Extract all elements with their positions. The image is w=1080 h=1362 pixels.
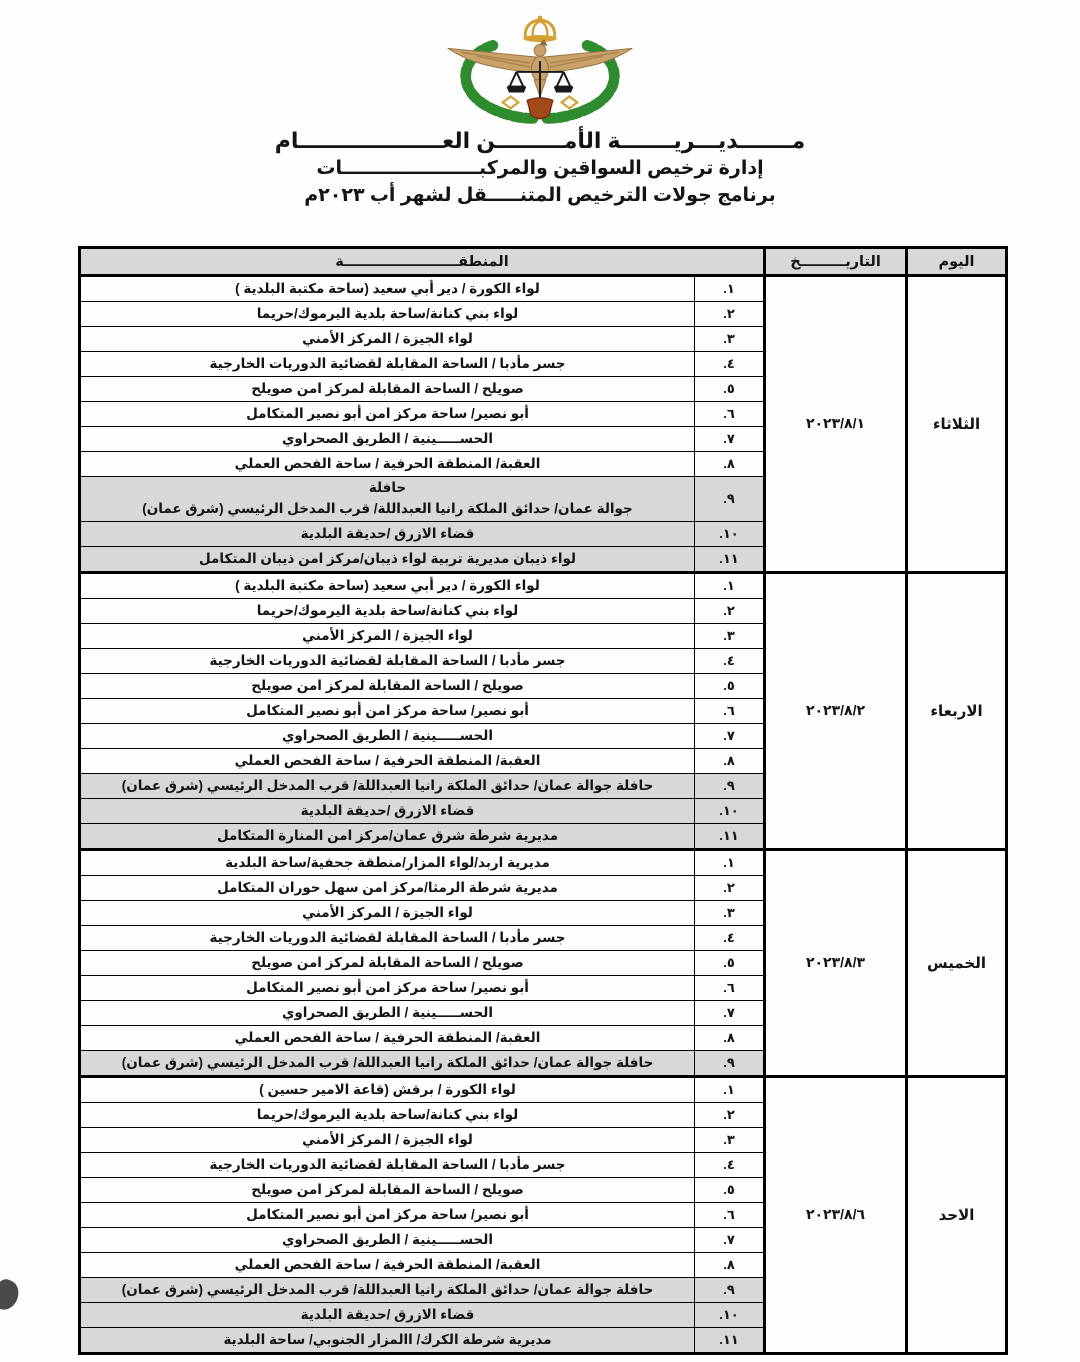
region-cell: جسر مأدبا / الساحة المقابلة لقضائية الدوريات الخارجية	[80, 1152, 695, 1177]
public-security-directorate-emblem-icon	[432, 12, 648, 124]
row-number-cell: ٤.	[695, 648, 765, 673]
date-cell: ٢٠٢٣/٨/٦	[765, 1076, 907, 1353]
region-cell: أبو نصير/ ساحة مركز امن أبو نصير المتكامل	[80, 698, 695, 723]
row-number-cell: ٧.	[695, 1000, 765, 1025]
schedule-row	[80, 572, 1007, 598]
row-number-cell: ٢.	[695, 302, 765, 327]
licensing-tours-schedule-table	[78, 246, 1008, 1355]
row-number-cell: ٣.	[695, 623, 765, 648]
row-number-cell: ٦.	[695, 402, 765, 427]
schedule-row	[80, 1076, 1007, 1102]
table-header-row	[80, 248, 1007, 276]
day-cell: الثلاثاء	[907, 276, 1007, 573]
region-cell: أبو نصير/ ساحة مركز امن أبو نصير المتكامل	[80, 402, 695, 427]
row-number-cell: ٥.	[695, 1177, 765, 1202]
org-department: إدارة ترخيص السواقين والمركبـــــــــــــــــــــات	[316, 158, 764, 179]
region-cell: حافلة جوالة عمان/ حدائق الملكة رانيا العبداللة/ قرب المدخل الرئيسي (شرق عمان)	[80, 477, 695, 522]
row-number-cell: ٣.	[695, 327, 765, 352]
row-number-cell: ٩.	[695, 1277, 765, 1302]
row-number-cell: ٤.	[695, 1152, 765, 1177]
row-number-cell: ١٠.	[695, 798, 765, 823]
row-number-cell: ٨.	[695, 1025, 765, 1050]
row-number-cell: ٤.	[695, 352, 765, 377]
letterhead	[0, 0, 1080, 210]
row-number-cell: ٩.	[695, 1050, 765, 1076]
region-cell: لواء الكورة / دير أبي سعيد (ساحة مكتبة البلدية )	[80, 572, 695, 598]
region-cell: الحســـــينية / الطريق الصحراوي	[80, 1000, 695, 1025]
row-number-cell: ١.	[695, 849, 765, 875]
row-number-cell: ٦.	[695, 1202, 765, 1227]
region-cell: الحســـــينية / الطريق الصحراوي	[80, 427, 695, 452]
region-cell: مديرية شرطة شرق عمان/مركز امن المنارة المتكامل	[80, 823, 695, 849]
date-cell: ٢٠٢٣/٨/٢	[765, 572, 907, 849]
region-cell: صويلح / الساحة المقابلة لمركز امن صويلح	[80, 377, 695, 402]
region-cell: قضاء الازرق /حديقة البلدية	[80, 798, 695, 823]
region-cell: قضاء الازرق /حديقة البلدية	[80, 521, 695, 546]
scan-artifact	[0, 1276, 23, 1313]
row-number-cell: ٤.	[695, 925, 765, 950]
row-number-cell: ٦.	[695, 975, 765, 1000]
region-cell: لواء الجيزة / المركز الأمني	[80, 327, 695, 352]
row-number-cell: ٢.	[695, 875, 765, 900]
date-cell: ٢٠٢٣/٨/١	[765, 276, 907, 573]
region-cell: حافلة جوالة عمان/ حدائق الملكة رانيا العبداللة/ قرب المدخل الرئيسي (شرق عمان)	[80, 1277, 695, 1302]
row-number-cell: ٣.	[695, 900, 765, 925]
region-cell: لواء بني كنانة/ساحة بلدية اليرموك/حريما	[80, 598, 695, 623]
region-cell: العقبة/ المنطقة الحرفية / ساحة الفحص العملي	[80, 1252, 695, 1277]
schedule-table-body	[80, 276, 1007, 1354]
region-cell: العقبة/ المنطقة الحرفية / ساحة الفحص العملي	[80, 748, 695, 773]
row-number-cell: ٣.	[695, 1127, 765, 1152]
row-number-cell: ٧.	[695, 723, 765, 748]
region-cell: جسر مأدبا / الساحة المقابلة لقضائية الدوريات الخارجية	[80, 925, 695, 950]
region-cell: صويلح / الساحة المقابلة لمركز امن صويلح	[80, 1177, 695, 1202]
day-cell: الاحد	[907, 1076, 1007, 1353]
row-number-cell: ٥.	[695, 673, 765, 698]
document-title: برنامج جولات الترخيص المتنـــــقل لشهر أب ٢٠٢٣م	[304, 185, 776, 206]
region-cell: حافلة جوالة عمان/ حدائق الملكة رانيا العبداللة/ قرب المدخل الرئيسي (شرق عمان)	[80, 773, 695, 798]
day-cell: الخميس	[907, 849, 1007, 1076]
schedule-row	[80, 276, 1007, 302]
row-number-cell: ٨.	[695, 748, 765, 773]
row-number-cell: ١١.	[695, 546, 765, 572]
region-cell: الحســـــينية / الطريق الصحراوي	[80, 1227, 695, 1252]
region-cell: العقبة/ المنطقة الحرفية / ساحة الفحص العملي	[80, 452, 695, 477]
region-cell: جسر مأدبا / الساحة المقابلة لقضائية الدوريات الخارجية	[80, 352, 695, 377]
region-cell: حافلة جوالة عمان/ حدائق الملكة رانيا العبداللة/ قرب المدخل الرئيسي (شرق عمان)	[80, 1050, 695, 1076]
column-header-day: اليوم	[907, 248, 1007, 276]
row-number-cell: ٥.	[695, 377, 765, 402]
region-cell: لواء بني كنانة/ساحة بلدية اليرموك/حريما	[80, 302, 695, 327]
schedule-row	[80, 849, 1007, 875]
region-cell: أبو نصير/ ساحة مركز امن أبو نصير المتكامل	[80, 975, 695, 1000]
region-cell: مديرية شرطة الرمثا/مركز امن سهل حوران المتكامل	[80, 875, 695, 900]
row-number-cell: ٩.	[695, 773, 765, 798]
row-number-cell: ٨.	[695, 1252, 765, 1277]
region-cell: صويلح / الساحة المقابلة لمركز امن صويلح	[80, 673, 695, 698]
region-cell: لواء الجيزة / المركز الأمني	[80, 623, 695, 648]
region-cell: لواء بني كنانة/ساحة بلدية اليرموك/حريما	[80, 1102, 695, 1127]
shield-icon	[527, 98, 553, 119]
column-header-region: المنطقـــــــــــــــــــــــة	[80, 248, 765, 276]
region-cell: لواء الجيزة / المركز الأمني	[80, 900, 695, 925]
row-number-cell: ١٠.	[695, 521, 765, 546]
row-number-cell: ٢.	[695, 598, 765, 623]
row-number-cell: ٦.	[695, 698, 765, 723]
region-cell: لواء الكورة / دير أبي سعيد (ساحة مكتبة البلدية )	[80, 276, 695, 302]
region-cell: لواء الجيزة / المركز الأمني	[80, 1127, 695, 1152]
region-cell: لواء ذيبان مديرية تربية لواء ذيبان/مركز امن ذيبان المتكامل	[80, 546, 695, 572]
row-number-cell: ١٠.	[695, 1302, 765, 1327]
region-cell: العقبة/ المنطقة الحرفية / ساحة الفحص العملي	[80, 1025, 695, 1050]
day-cell: الاربعاء	[907, 572, 1007, 849]
region-cell: صويلح / الساحة المقابلة لمركز امن صويلح	[80, 950, 695, 975]
region-cell: الحســـــينية / الطريق الصحراوي	[80, 723, 695, 748]
row-number-cell: ٨.	[695, 452, 765, 477]
region-cell: مديرية شرطة الكرك/ االمزار الجنوبي/ ساحة البلدية	[80, 1327, 695, 1353]
row-number-cell: ٩.	[695, 477, 765, 522]
row-number-cell: ١١.	[695, 823, 765, 849]
row-number-cell: ١.	[695, 572, 765, 598]
column-header-date: التاريـــــــــخ	[765, 248, 907, 276]
region-cell: جسر مأدبا / الساحة المقابلة لقضائية الدوريات الخارجية	[80, 648, 695, 673]
row-number-cell: ٧.	[695, 427, 765, 452]
region-cell: لواء الكورة / برقش (قاعة الامير حسين )	[80, 1076, 695, 1102]
row-number-cell: ١.	[695, 276, 765, 302]
row-number-cell: ١.	[695, 1076, 765, 1102]
region-cell: أبو نصير/ ساحة مركز امن أبو نصير المتكامل	[80, 1202, 695, 1227]
row-number-cell: ٥.	[695, 950, 765, 975]
region-cell: قضاء الازرق /حديقة البلدية	[80, 1302, 695, 1327]
row-number-cell: ١١.	[695, 1327, 765, 1353]
date-cell: ٢٠٢٣/٨/٣	[765, 849, 907, 1076]
row-number-cell: ٧.	[695, 1227, 765, 1252]
org-title: مـــــــديـــريـــــــة الأمـــــــــن العـــــــــــــــــــام	[274, 128, 806, 153]
region-cell: مديرية اربد/لواء المزار/منطقة جحفية/ساحة البلدية	[80, 849, 695, 875]
row-number-cell: ٢.	[695, 1102, 765, 1127]
crown-icon	[523, 16, 556, 43]
